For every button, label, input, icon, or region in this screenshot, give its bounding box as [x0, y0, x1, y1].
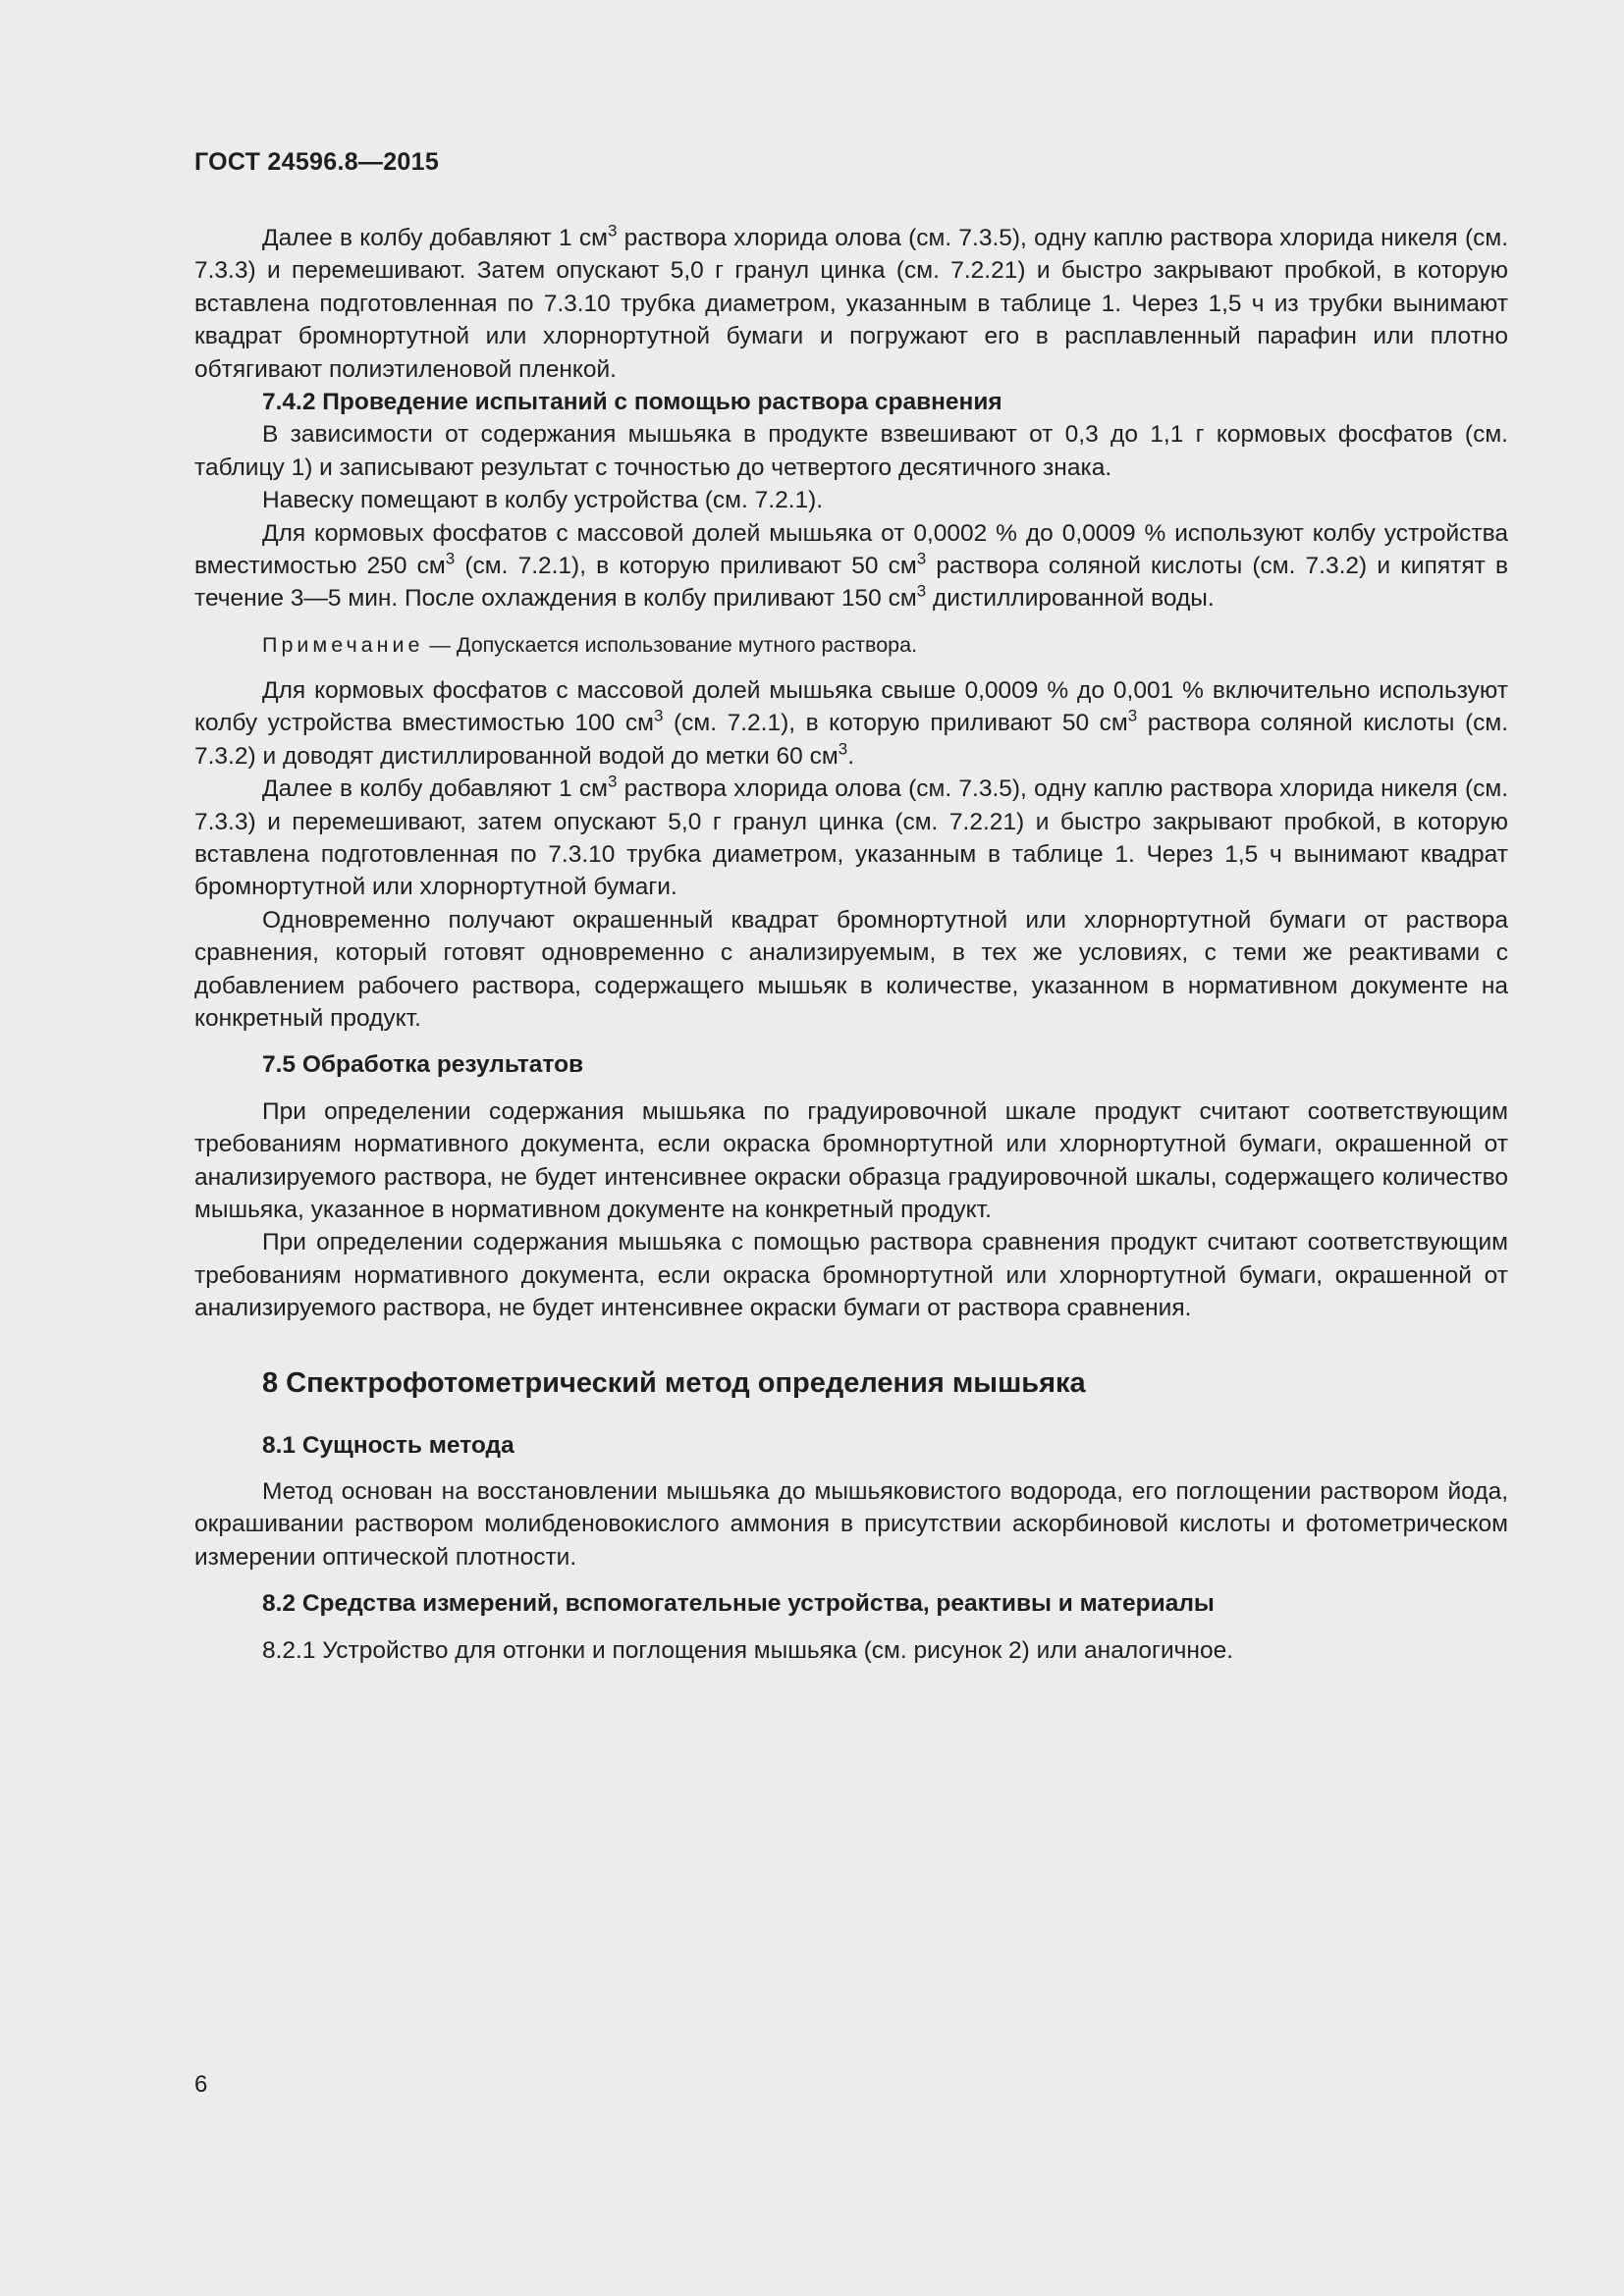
paragraph-tin-chloride-addition: Далее в колбу добавляют 1 $см^3$ раствора хлорида олова (см. 7.3.5), одну каплю раствора хлорида никеля (см. 7.3.3) и перемешивают. Затем опускают 5,0 г гранул цинка (см. 7.2.21) и быстро закрывают пробкой, в которую вставлена подготовленная по 7.3.10 трубка диаметром, указанным в таблице 1. Через 1,5 ч из трубки вынимают квадрат бромнортутной или хлорнортутной бумаги и погружают его в расплавленный парафин или плотно обтягивают полиэтиленовой пленкой. [194, 221, 1509, 383]
document-body [194, 222, 1508, 1667]
section-heading-8-2: 8.2 Средства измерений, вспомогательные устройства, реактивы и материалы [262, 1590, 1215, 1618]
note [194, 630, 1508, 660]
note-text: — Допускается использование мутного раствора. [423, 632, 918, 657]
paragraph-flask-250: Для кормовых фосфатов с массовой долей мышьяка от 0,0002 % до 0,0009 % используют колбу устройства вместимостью 250 $см^3$ (см. 7.2.1), в которую приливают 50 $см^3$ раствора соляной кислоты (см. 7.3.2) и кипятят в течение 3—5 мин. После охлаждения в колбу приливают 150 $см^3$ дистиллированной воды. [194, 519, 1509, 613]
section-heading-7-5: 7.5 Обработка результатов [262, 1051, 584, 1079]
paragraph-weighing: В зависимости от содержания мышьяка в продукте взвешивают от 0,3 до 1,1 г кормовых фосфатов (см. таблицу 1) и записывают результат с точностью до четвертого десятичного знака. [194, 421, 1508, 481]
paragraph-flask-100: Для кормовых фосфатов с массовой долей мышьяка свыше 0,0009 % до 0,001 % включительно используют колбу устройства вместимостью 100 $см^3$ (см. 7.2.1), в которую приливают 50 $см^3$ раствора соляной кислоты (см. 7.3.2) и доводят дистиллированной водой до метки 60 $см^3$. [194, 676, 1509, 770]
subsection-heading-7-4-2: 7.4.2 Проведение испытаний с помощью раствора сравнения [262, 389, 1002, 416]
paragraph-calibration-scale: При определении содержания мышьяка по градуировочной шкале продукт считают соответствующим требованиям нормативного документа, если окраска бромнортутной или хлорнортутной бумаги, окрашенной от анализируемого раствора, не будет интенсивнее окраски образца градуировочной шкалы, содержащего количество мышьяка, указанное в нормативном документе на конкретный продукт. [194, 1097, 1508, 1223]
paragraph-zinc-granules: Далее в колбу добавляют 1 $см^3$ раствора хлорида олова (см. 7.3.5), одну каплю раствора хлорида никеля (см. 7.3.3) и перемешивают, затем опускают 5,0 г гранул цинка (см. 7.2.21) и быстро закрывают пробкой, в которую вставлена подготовленная по 7.3.10 трубка диаметром, указанным в таблице 1. Через 1,5 ч вынимают квадрат бромнортутной или хлорнортутной бумаги. [194, 772, 1509, 901]
paragraph-sample-placement: Навеску помещают в колбу устройства (см. 7.2.1). [262, 487, 824, 514]
paragraph-method-essence: Метод основан на восстановлении мышьяка до мышьяковистого водорода, его поглощении раствором йода, окрашивании раствором молибденовокислого аммония в присутствии аскорбиновой кислоты и фотометрическом измерении оптической плотности. [194, 1478, 1508, 1571]
paragraph-comparison-result: При определении содержания мышьяка с помощью раствора сравнения продукт считают соответствующим требованиям нормативного документа, если окраска бромнортутной или хлорнортутной бумаги, окрашенной от анализируемого раствора, не будет интенсивнее окраски бумаги от раствора сравнения. [194, 1229, 1508, 1322]
paragraph-reference-solution: Одновременно получают окрашенный квадрат бромнортутной или хлорнортутной бумаги от раствора сравнения, который готовят одновременно с анализируемым, в тех же условиях, с теми же реактивами с добавлением рабочего раствора, содержащего мышьяк в количестве, указанном в нормативном документе на конкретный продукт. [194, 906, 1508, 1032]
page-number: 6 [194, 2071, 208, 2098]
note-label: Примечание [262, 632, 424, 657]
document-header: ГОСТ 24596.8—2015 [194, 148, 440, 176]
section-heading-8: 8 Спектрофотометрический метод определения мышьяка [262, 1366, 1086, 1399]
paragraph-8-2-1: 8.2.1 Устройство для отгонки и поглощения мышьяка (см. рисунок 2) или аналогичное. [262, 1636, 1233, 1664]
section-heading-8-1: 8.1 Сущность метода [262, 1431, 514, 1459]
